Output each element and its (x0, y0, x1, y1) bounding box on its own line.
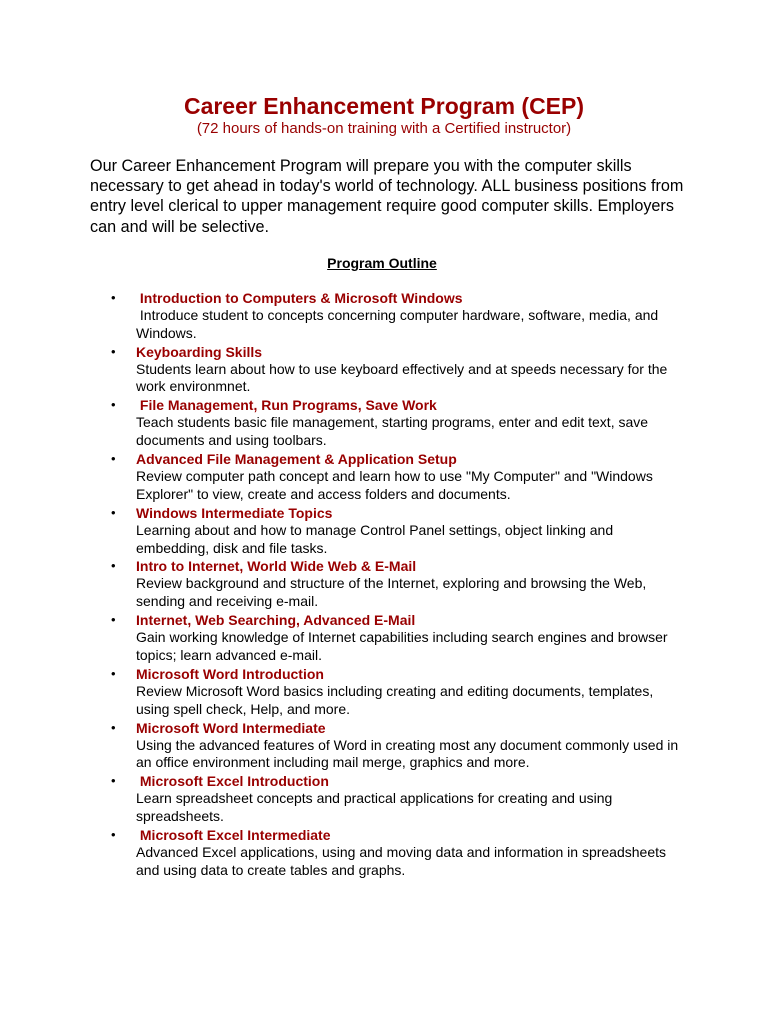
outline-item (110, 396, 690, 450)
bullet-icon: • (111, 290, 116, 305)
bullet-icon: • (111, 343, 116, 359)
outline-item-description: Review background and structure of the Internet, exploring and browsing the Web, sending and receiving e-mail. (136, 575, 651, 610)
outline-item-title: Internet, Web Searching, Advanced E-Mail (136, 612, 416, 629)
intro-paragraph: Our Career Enhancement Program will prepare you with the computer skills necessary to get ahead in today's world of technology. ALL business positions from entry level clerical to upper management require good computer skills. Employers can and will be selective. (90, 157, 684, 236)
bullet-icon: • (111, 451, 116, 467)
outline-item-description: Learning about and how to manage Control Panel settings, object linking and embedding, disk and file tasks. (136, 521, 617, 556)
outline-item-title: Keyboarding Skills (136, 343, 263, 360)
outline-heading: Program Outline (327, 255, 437, 271)
bullet-icon: • (111, 612, 116, 628)
bullet-icon: • (111, 665, 116, 681)
bullet-icon: • (111, 826, 116, 842)
outline-item-title: File Management, Run Programs, Save Work (136, 397, 437, 414)
page-subtitle: (72 hours of hands-on training with a Certified instructor) (196, 120, 572, 137)
outline-item-description: Introduce student to concepts concerning computer hardware, software, media, and Windows. (136, 307, 663, 341)
outline-item-description: Advanced Excel applications, using and moving data and information in spreadsheets and using data to create tables and graphs. (136, 843, 670, 878)
outline-item-title: Intro to Internet, World Wide Web & E-Mail (136, 558, 417, 575)
outline-item (110, 343, 690, 397)
outline-item-title: Advanced File Management & Application Setup (136, 451, 457, 468)
outline-item-description: Gain working knowledge of Internet capabilities including search engines and browser topics; learn advanced e-mail. (136, 629, 672, 663)
bullet-icon: • (111, 719, 116, 735)
outline-item (110, 826, 690, 880)
outline-item-title: Microsoft Word Introduction (136, 665, 324, 682)
outline-item-description: Using the advanced features of Word in creating most any document commonly used in an office environment including mail merge, graphics and more. (136, 736, 683, 771)
outline-item (110, 611, 690, 665)
outline-item (110, 772, 690, 826)
bullet-icon: • (111, 504, 116, 520)
outline-item-description: Teach students basic file management, starting programs, enter and edit text, save documents and using toolbars. (136, 414, 652, 449)
outline-item (110, 665, 690, 719)
outline-item-title: Microsoft Word Intermediate (136, 719, 326, 736)
bullet-icon: • (111, 397, 116, 413)
outline-item (110, 450, 690, 504)
outline-item-description: Students learn about how to use keyboard effectively and at speeds necessary for the work environmnet. (136, 360, 672, 395)
outline-item-title: Microsoft Excel Introduction (136, 773, 329, 790)
program-outline-list (110, 289, 690, 880)
outline-item-title: Microsoft Excel Intermediate (136, 826, 331, 843)
outline-item-description: Learn spreadsheet concepts and practical applications for creating and using spreadsheets. (136, 790, 617, 824)
outline-item (110, 719, 690, 773)
outline-item (110, 504, 690, 558)
outline-item-description: Review Microsoft Word basics including creating and editing documents, templates, using spell check, Help, and more. (136, 682, 658, 717)
outline-item (110, 557, 690, 611)
page-title: Career Enhancement Program (CEP) (183, 93, 585, 119)
outline-item-title: Windows Intermediate Topics (136, 504, 333, 521)
bullet-icon: • (111, 558, 116, 574)
outline-item (110, 289, 690, 343)
outline-item-title: Introduction to Computers & Microsoft Windows (136, 290, 463, 306)
bullet-icon: • (111, 773, 116, 789)
outline-item-description: Review computer path concept and learn how to use "My Computer" and "Windows Explorer" to view, create and access folders and documents. (136, 468, 657, 502)
